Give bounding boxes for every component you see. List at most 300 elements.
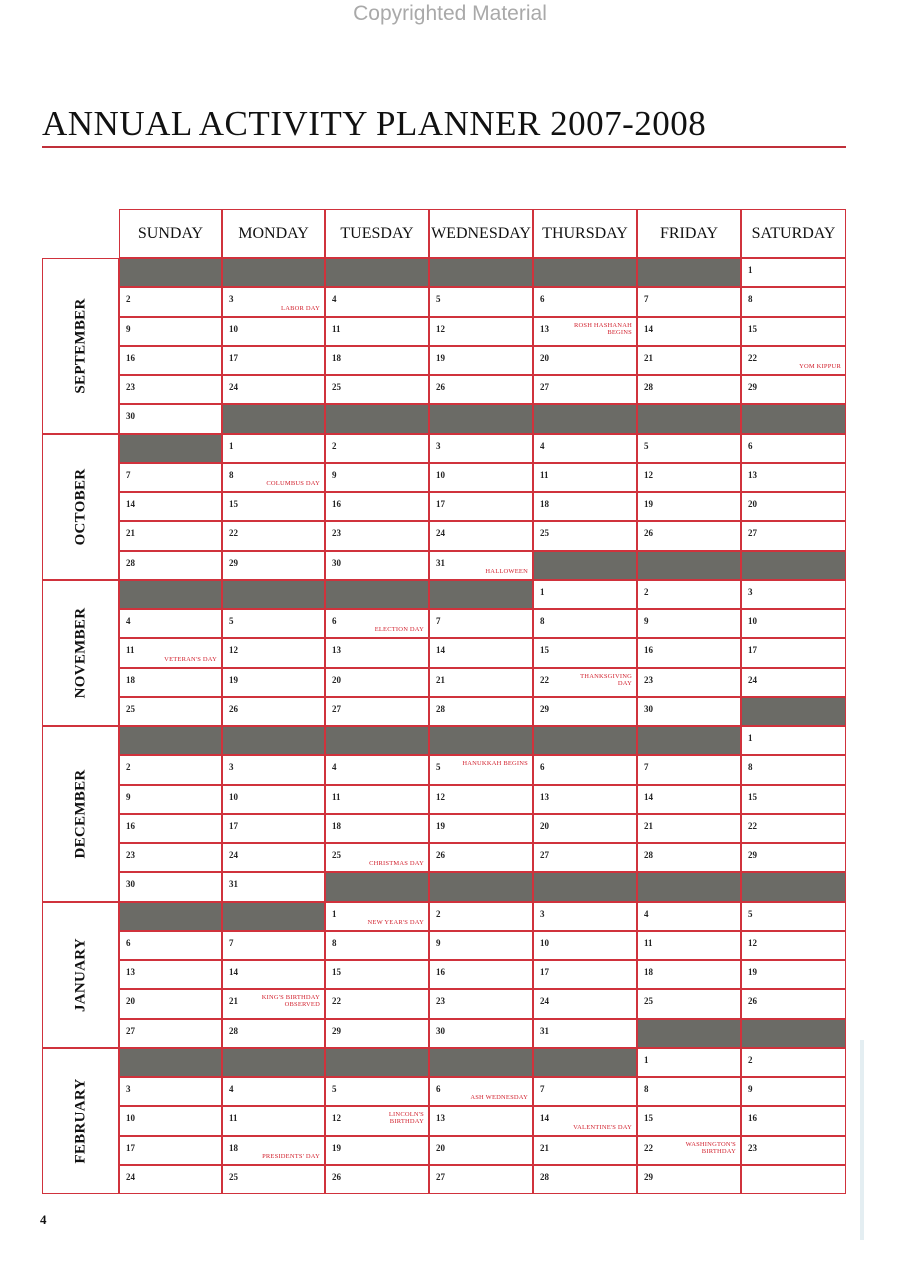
date-number: 9 — [126, 791, 131, 802]
day-cell — [637, 989, 741, 1018]
date-number: 2 — [644, 586, 649, 597]
date-number: 21 — [540, 1142, 549, 1153]
date-number: 1 — [229, 440, 234, 451]
date-number: 27 — [540, 382, 549, 392]
month-label-october — [42, 434, 119, 580]
date-number: 10 — [748, 616, 757, 626]
day-cell — [637, 1165, 741, 1194]
date-number: 28 — [644, 382, 653, 392]
date-number: 10 — [540, 937, 549, 948]
day-cell — [741, 755, 846, 784]
day-cell — [119, 872, 222, 901]
shaded-cell — [119, 580, 222, 609]
holiday-label: CHRISTMAS DAY — [369, 860, 424, 868]
day-cell — [637, 1106, 741, 1135]
day-cell — [533, 375, 637, 404]
day-cell — [637, 463, 741, 492]
day-cell — [325, 755, 429, 784]
day-cell — [222, 1136, 325, 1165]
month-label-september — [42, 258, 119, 434]
date-number: 11 — [332, 791, 341, 802]
date-number: 16 — [748, 1113, 757, 1124]
day-cell — [741, 1106, 846, 1135]
day-cell — [119, 1106, 222, 1135]
day-cell — [429, 492, 533, 521]
day-cell — [741, 814, 846, 843]
date-number: 28 — [229, 1025, 238, 1036]
month-label-november — [42, 580, 119, 726]
date-number: 8 — [540, 616, 545, 626]
date-number: 13 — [540, 791, 549, 802]
holiday-label: PRESIDENTS' DAY — [262, 1152, 320, 1160]
date-number: 9 — [126, 323, 131, 334]
date-number: 21 — [229, 996, 238, 1007]
day-header-wednesday: WEDNESDAY — [429, 209, 533, 258]
shaded-cell — [429, 580, 533, 609]
day-cell — [429, 960, 533, 989]
date-number: 12 — [332, 1113, 341, 1124]
day-header-tuesday: TUESDAY — [325, 209, 429, 258]
day-cell — [119, 346, 222, 375]
day-cell — [533, 580, 637, 609]
shaded-cell — [119, 902, 222, 931]
shaded-cell — [429, 1048, 533, 1077]
month-label-january — [42, 902, 119, 1048]
day-cell — [741, 1048, 846, 1077]
day-cell — [741, 726, 846, 755]
date-number: 14 — [644, 323, 653, 334]
date-number: 3 — [126, 1084, 131, 1094]
date-number: 20 — [748, 499, 757, 509]
page-edge — [860, 1040, 864, 1240]
date-number: 29 — [540, 703, 549, 714]
month-label-february — [42, 1048, 119, 1194]
day-cell — [533, 317, 637, 346]
date-number: 10 — [436, 469, 445, 480]
date-number: 23 — [644, 674, 653, 685]
day-cell — [637, 931, 741, 960]
day-cell — [741, 609, 846, 638]
date-number: 2 — [748, 1054, 753, 1065]
date-number: 14 — [126, 499, 135, 509]
day-cell — [637, 317, 741, 346]
day-cell — [741, 580, 846, 609]
page-number: 4 — [40, 1212, 47, 1227]
day-cell — [533, 989, 637, 1018]
day-cell — [325, 814, 429, 843]
date-number: 14 — [540, 1113, 549, 1124]
date-number: 19 — [332, 1142, 341, 1153]
date-number: 13 — [436, 1113, 445, 1124]
day-cell — [325, 843, 429, 872]
day-cell — [222, 872, 325, 901]
date-number: 2 — [126, 762, 131, 773]
date-number: 8 — [229, 469, 234, 480]
holiday-label: VETERAN'S DAY — [164, 655, 217, 663]
day-cell — [429, 1077, 533, 1106]
day-cell — [741, 492, 846, 521]
shaded-cell — [325, 726, 429, 755]
day-cell — [325, 989, 429, 1018]
day-cell — [637, 1048, 741, 1077]
day-cell — [533, 843, 637, 872]
day-cell — [637, 755, 741, 784]
date-number: 15 — [748, 791, 757, 802]
shaded-cell — [741, 551, 846, 580]
date-number: 6 — [748, 440, 753, 451]
date-number: 4 — [644, 908, 649, 919]
date-number: 18 — [229, 1142, 238, 1153]
day-cell — [222, 375, 325, 404]
day-cell — [119, 785, 222, 814]
day-cell — [533, 609, 637, 638]
date-number: 17 — [540, 967, 549, 977]
day-cell — [533, 697, 637, 726]
date-number: 23 — [436, 996, 445, 1007]
holiday-label: KING'S BIRTHDAY OBSERVED — [261, 994, 320, 1009]
day-cell — [429, 609, 533, 638]
day-cell — [119, 697, 222, 726]
date-number: 12 — [436, 323, 445, 334]
date-number: 7 — [436, 616, 441, 626]
date-number: 9 — [644, 616, 649, 626]
date-number: 21 — [436, 674, 445, 685]
date-number: 1 — [540, 586, 545, 597]
day-cell — [741, 1136, 846, 1165]
holiday-label: HANUKKAH BEGINS — [462, 760, 528, 768]
day-cell — [429, 902, 533, 931]
holiday-label: WASHINGTON'S BIRTHDAY — [685, 1140, 736, 1155]
day-cell — [533, 287, 637, 316]
day-cell — [429, 697, 533, 726]
day-cell — [741, 843, 846, 872]
day-cell — [741, 989, 846, 1018]
day-cell — [429, 521, 533, 550]
day-cell — [637, 843, 741, 872]
day-cell — [533, 1077, 637, 1106]
date-number: 13 — [748, 469, 757, 480]
date-number: 6 — [126, 937, 131, 948]
day-cell — [325, 902, 429, 931]
date-number: 4 — [229, 1084, 234, 1094]
date-number: 20 — [436, 1142, 445, 1153]
day-cell — [325, 638, 429, 667]
day-cell — [741, 346, 846, 375]
day-cell — [325, 317, 429, 346]
day-cell — [637, 434, 741, 463]
day-cell — [325, 609, 429, 638]
holiday-label: YOM KIPPUR — [799, 363, 841, 370]
date-number: 22 — [748, 820, 757, 831]
date-number: 14 — [644, 791, 653, 802]
date-number: 18 — [540, 499, 549, 509]
date-number: 28 — [644, 850, 653, 860]
date-number: 2 — [126, 294, 131, 305]
day-cell — [637, 287, 741, 316]
day-cell — [741, 258, 846, 287]
day-cell — [533, 814, 637, 843]
day-cell — [637, 814, 741, 843]
day-cell — [637, 785, 741, 814]
date-number: 5 — [644, 440, 649, 451]
day-cell — [429, 346, 533, 375]
day-cell — [741, 638, 846, 667]
date-number: 28 — [540, 1171, 549, 1182]
shaded-cell — [325, 872, 429, 901]
day-cell — [741, 960, 846, 989]
shaded-cell — [741, 872, 846, 901]
date-number: 27 — [126, 1025, 135, 1036]
date-number: 20 — [126, 996, 135, 1007]
day-cell — [429, 287, 533, 316]
month-name: FEBRUARY — [72, 1078, 88, 1164]
day-cell — [533, 931, 637, 960]
day-cell — [429, 814, 533, 843]
month-name: JANUARY — [72, 937, 88, 1012]
day-cell — [741, 317, 846, 346]
day-cell — [325, 346, 429, 375]
date-number: 4 — [332, 762, 337, 773]
date-number: 9 — [748, 1084, 753, 1094]
day-cell — [429, 375, 533, 404]
day-cell — [533, 346, 637, 375]
date-number: 19 — [436, 820, 445, 831]
day-cell — [119, 463, 222, 492]
day-cell — [119, 1077, 222, 1106]
day-cell — [222, 814, 325, 843]
day-cell — [325, 434, 429, 463]
month-label-december — [42, 726, 119, 902]
date-number: 10 — [229, 791, 238, 802]
day-cell — [222, 843, 325, 872]
day-cell — [429, 638, 533, 667]
date-number: 1 — [748, 265, 753, 275]
shaded-cell — [741, 1019, 846, 1048]
date-number: 26 — [229, 703, 238, 714]
day-cell — [222, 287, 325, 316]
day-cell — [429, 1106, 533, 1135]
date-number: 30 — [126, 879, 135, 890]
day-cell — [119, 1019, 222, 1048]
date-number: 16 — [436, 967, 445, 977]
date-number: 14 — [436, 645, 445, 656]
date-number: 12 — [748, 937, 757, 948]
date-number: 15 — [644, 1113, 653, 1124]
date-number: 24 — [229, 850, 238, 860]
date-number: 24 — [126, 1171, 135, 1182]
day-cell — [533, 960, 637, 989]
day-cell — [325, 1165, 429, 1194]
page-title: ANNUAL ACTIVITY PLANNER 2007-2008 — [42, 104, 707, 143]
day-cell — [637, 697, 741, 726]
day-cell — [119, 843, 222, 872]
day-cell — [325, 375, 429, 404]
day-cell — [222, 960, 325, 989]
date-number: 29 — [748, 850, 757, 860]
day-cell — [325, 551, 429, 580]
holiday-label: NEW YEAR'S DAY — [367, 918, 424, 926]
day-cell — [119, 989, 222, 1018]
date-number: 27 — [540, 850, 549, 860]
day-cell — [637, 902, 741, 931]
date-number: 24 — [229, 382, 238, 392]
day-cell — [429, 1165, 533, 1194]
date-number: 3 — [229, 294, 234, 305]
day-header-thursday: THURSDAY — [533, 209, 637, 258]
day-cell — [429, 1136, 533, 1165]
date-number: 7 — [540, 1084, 545, 1094]
day-cell — [119, 755, 222, 784]
day-cell — [741, 375, 846, 404]
month-name: SEPTEMBER — [72, 298, 88, 394]
day-cell — [222, 463, 325, 492]
shaded-cell — [429, 872, 533, 901]
day-cell — [325, 287, 429, 316]
date-number: 11 — [644, 937, 653, 948]
shaded-cell — [533, 1048, 637, 1077]
date-number: 14 — [229, 967, 238, 977]
day-cell — [119, 1136, 222, 1165]
shaded-cell — [325, 404, 429, 433]
day-cell — [222, 697, 325, 726]
shaded-cell — [637, 1019, 741, 1048]
date-number: 7 — [229, 937, 234, 948]
date-number: 1 — [332, 908, 337, 919]
date-number: 20 — [332, 674, 341, 685]
date-number: 26 — [436, 850, 445, 860]
shaded-cell — [637, 258, 741, 287]
day-cell — [222, 1106, 325, 1135]
day-cell — [429, 463, 533, 492]
day-cell — [119, 404, 222, 433]
shaded-cell — [222, 1048, 325, 1077]
day-cell — [741, 668, 846, 697]
day-cell — [325, 1136, 429, 1165]
date-number: 6 — [540, 294, 545, 305]
holiday-label: LINCOLN'S BIRTHDAY — [388, 1111, 424, 1126]
date-number: 22 — [332, 996, 341, 1007]
holiday-label: VALENTINE'S DAY — [573, 1123, 632, 1131]
day-cell — [429, 1019, 533, 1048]
day-cell — [119, 521, 222, 550]
day-cell — [119, 638, 222, 667]
day-cell — [325, 1106, 429, 1135]
shaded-cell — [222, 258, 325, 287]
day-cell — [429, 668, 533, 697]
day-cell — [741, 287, 846, 316]
date-number: 19 — [229, 674, 238, 685]
date-number: 2 — [332, 440, 337, 451]
shaded-cell — [533, 404, 637, 433]
date-number: 26 — [436, 382, 445, 392]
date-number: 23 — [748, 1142, 757, 1153]
shaded-cell — [325, 258, 429, 287]
day-cell — [119, 1165, 222, 1194]
date-number: 26 — [644, 528, 653, 539]
date-number: 25 — [644, 996, 653, 1007]
date-number: 23 — [332, 528, 341, 539]
date-number: 4 — [332, 294, 337, 305]
day-cell — [533, 1106, 637, 1135]
date-number: 7 — [126, 469, 131, 480]
day-cell — [119, 609, 222, 638]
title-underline — [42, 146, 846, 148]
month-name: DECEMBER — [72, 769, 88, 859]
date-number: 7 — [644, 294, 649, 305]
shaded-cell — [119, 1048, 222, 1077]
date-number: 12 — [644, 469, 653, 480]
shaded-cell — [429, 726, 533, 755]
day-cell — [533, 902, 637, 931]
date-number: 5 — [332, 1084, 337, 1094]
shaded-cell — [325, 580, 429, 609]
date-number: 19 — [644, 499, 653, 509]
shaded-cell — [429, 404, 533, 433]
date-number: 18 — [126, 674, 135, 685]
day-cell — [429, 755, 533, 784]
shaded-cell — [637, 872, 741, 901]
day-cell — [222, 609, 325, 638]
date-number: 5 — [748, 908, 753, 919]
day-cell — [637, 521, 741, 550]
month-name: NOVEMBER — [72, 607, 88, 699]
day-cell — [119, 960, 222, 989]
date-number: 21 — [644, 352, 653, 363]
date-number: 30 — [644, 703, 653, 714]
date-number: 12 — [436, 791, 445, 802]
date-number: 31 — [436, 557, 445, 568]
day-cell — [533, 668, 637, 697]
date-number: 28 — [126, 557, 135, 568]
day-cell — [637, 668, 741, 697]
shaded-cell — [637, 404, 741, 433]
day-cell — [325, 668, 429, 697]
day-cell — [429, 434, 533, 463]
date-number: 16 — [126, 820, 135, 831]
date-number: 2 — [436, 908, 441, 919]
date-number: 25 — [540, 528, 549, 539]
date-number: 22 — [748, 352, 757, 363]
copyright-watermark: Copyrighted Material — [353, 2, 547, 25]
day-cell — [325, 960, 429, 989]
date-number: 17 — [436, 499, 445, 509]
date-number: 13 — [126, 967, 135, 977]
date-number: 31 — [229, 879, 238, 890]
date-number: 11 — [229, 1113, 238, 1124]
date-number: 6 — [436, 1084, 441, 1094]
date-number: 24 — [748, 674, 757, 685]
month-name: OCTOBER — [72, 468, 88, 546]
day-header-friday: FRIDAY — [637, 209, 741, 258]
date-number: 27 — [332, 703, 341, 714]
day-cell — [222, 1077, 325, 1106]
date-number: 30 — [332, 557, 341, 568]
date-number: 29 — [748, 382, 757, 392]
day-cell — [533, 434, 637, 463]
date-number: 19 — [436, 352, 445, 363]
holiday-label: COLUMBUS DAY — [266, 480, 320, 487]
shaded-cell — [222, 404, 325, 433]
holiday-label: THANKSGIVING DAY — [580, 672, 632, 687]
date-number: 26 — [332, 1171, 341, 1182]
day-cell — [533, 492, 637, 521]
day-cell — [325, 1019, 429, 1048]
day-cell — [325, 492, 429, 521]
date-number: 12 — [229, 645, 238, 656]
date-number: 5 — [436, 294, 441, 305]
day-cell — [119, 551, 222, 580]
shaded-cell — [119, 726, 222, 755]
